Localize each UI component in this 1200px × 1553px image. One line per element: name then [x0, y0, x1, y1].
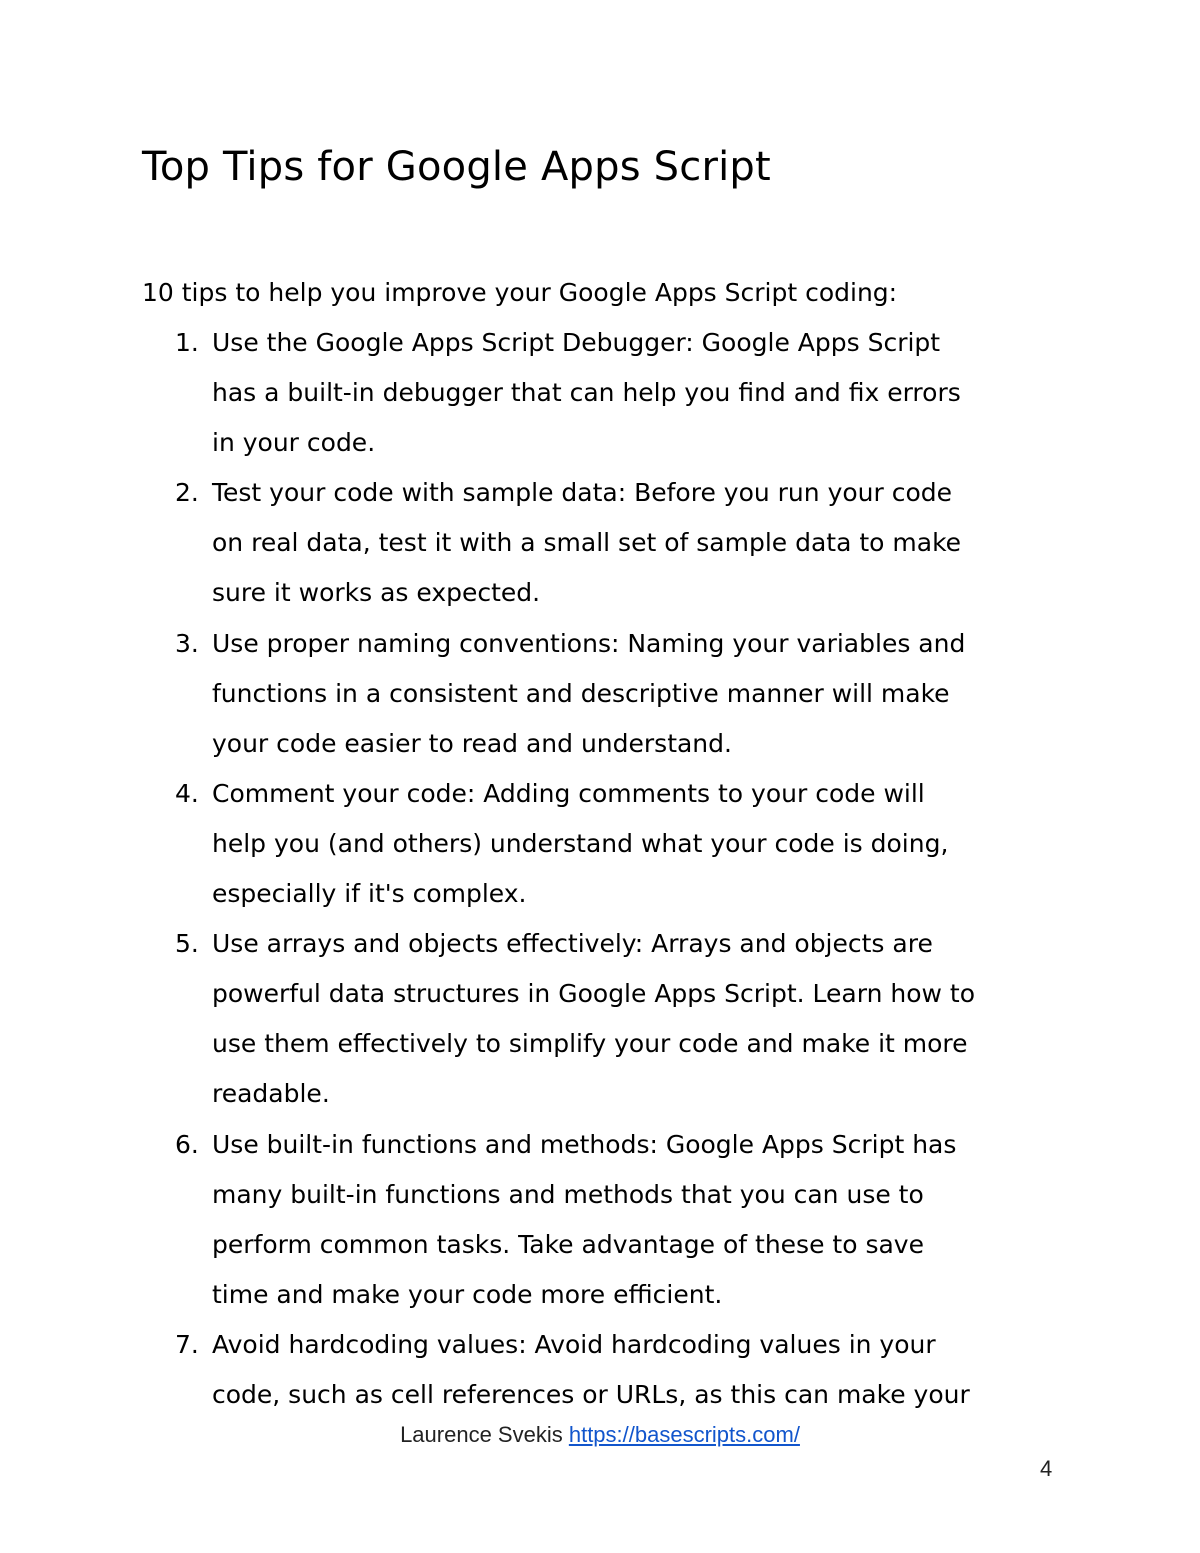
tip-text-line: Use built-in functions and methods: Google Apps Script has — [212, 1129, 957, 1159]
tip-text-line: Use the Google Apps Script Debugger: Google Apps Script — [212, 328, 941, 357]
tip-text-line: time and make your code more efficient. — [212, 1279, 723, 1309]
tip-text-line: many built-in functions and methods that you can use to — [212, 1179, 924, 1209]
tip-number: 7. — [175, 1329, 199, 1359]
tip-item — [142, 1320, 1062, 1420]
intro-text: 10 tips to help you improve your Google Apps Script coding: — [142, 278, 898, 307]
tip-text-line: sure it works as expected. — [212, 578, 541, 608]
tips-list — [142, 318, 1062, 1420]
tip-text-line: perform common tasks. Take advantage of these to save — [212, 1229, 924, 1259]
tip-text-line: Test your code with sample data: Before you run your code — [212, 478, 953, 508]
footer-author: Laurence Svekis — [400, 1422, 563, 1447]
tip-text-line: has a built-in debugger that can help you find and fix errors — [212, 378, 961, 408]
tip-text-line: on real data, test it with a small set of sample data to make — [212, 528, 962, 558]
page-title: Top Tips for Google Apps Script — [142, 144, 771, 190]
page-number: 4 — [1040, 1456, 1053, 1481]
tip-text-line: help you (and others) understand what your code is doing, — [212, 828, 949, 858]
tip-text-line: powerful data structures in Google Apps Script. Learn how to — [212, 979, 976, 1009]
tip-text-line: readable. — [212, 1079, 330, 1109]
tip-text-line: your code easier to read and understand. — [212, 728, 732, 758]
tip-text-line: Comment your code: Adding comments to your code will — [212, 778, 925, 808]
tip-number: 5. — [175, 929, 199, 959]
tip-item — [142, 619, 1062, 769]
tip-number: 3. — [175, 628, 199, 658]
tip-text-line: use them effectively to simplify your code and make it more — [212, 1029, 968, 1059]
tip-number: 6. — [175, 1129, 199, 1159]
tip-text-line: in your code. — [212, 428, 376, 458]
tip-text-line: Use proper naming conventions: Naming your variables and — [212, 628, 966, 658]
tip-item — [142, 468, 1062, 618]
tip-text-line: code, such as cell references or URLs, as this can make your — [212, 1379, 970, 1409]
footer-link[interactable]: https://basescripts.com/ — [568, 1422, 800, 1447]
page-footer — [0, 1421, 1200, 1449]
tip-item — [142, 1120, 1062, 1320]
tip-text-line: Use arrays and objects effectively: Arrays and objects are — [212, 929, 933, 959]
tip-text-line: Avoid hardcoding values: Avoid hardcoding values in your — [212, 1329, 936, 1359]
tip-number: 2. — [175, 478, 199, 508]
tip-item — [142, 318, 1062, 468]
tip-number: 4. — [175, 778, 199, 808]
tip-text-line: functions in a consistent and descriptive manner will make — [212, 678, 950, 708]
tip-text-line: especially if it's complex. — [212, 879, 527, 909]
tip-item — [142, 769, 1062, 919]
tip-item — [142, 919, 1062, 1119]
tip-number: 1. — [175, 328, 199, 357]
